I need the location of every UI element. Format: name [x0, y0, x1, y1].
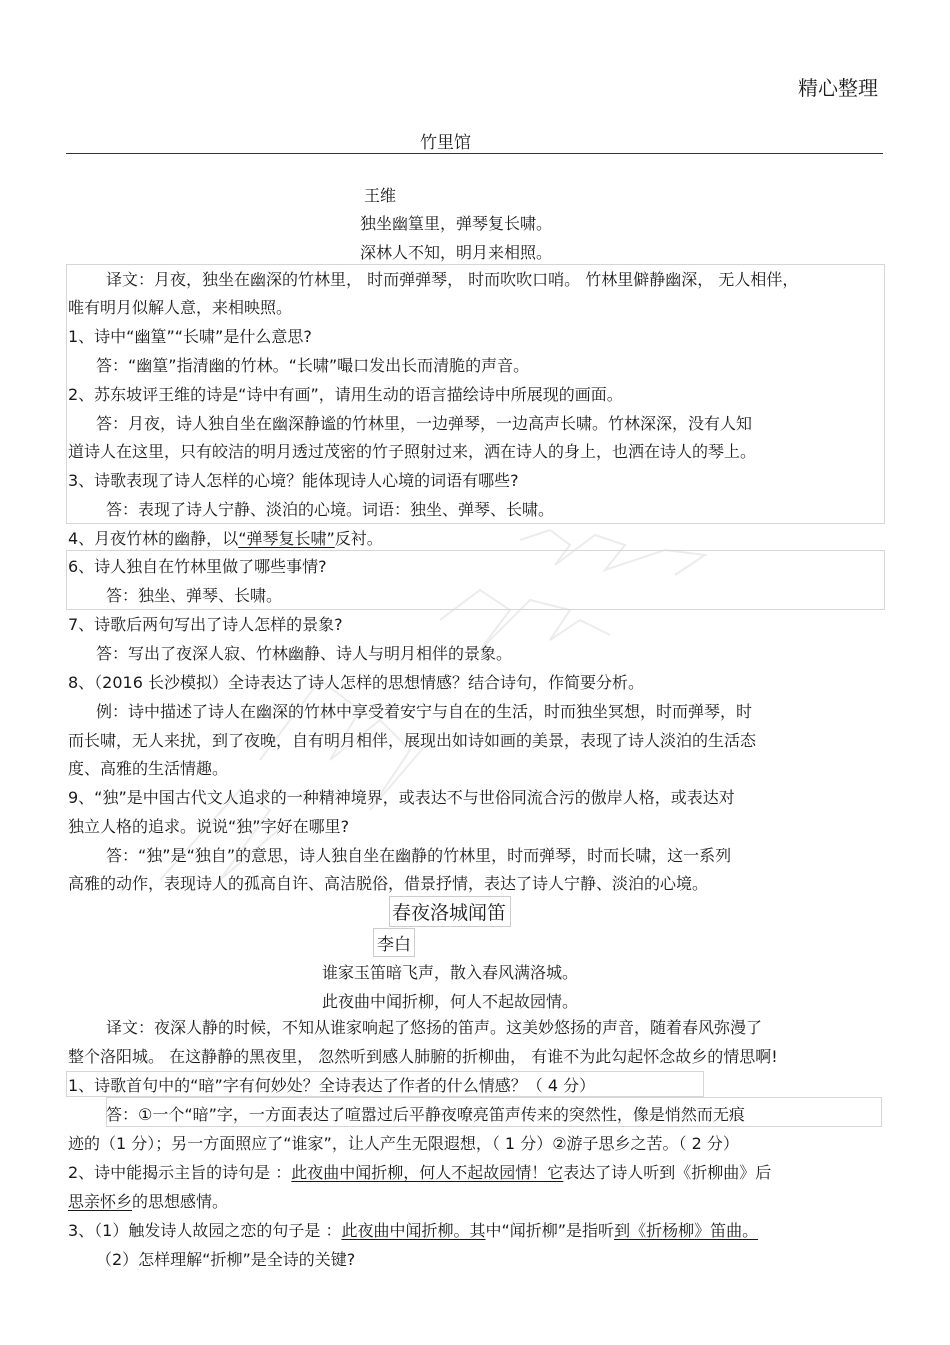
- question-4: [68, 528, 383, 550]
- question-3: 3、诗歌表现了诗人怎样的心境？能体现诗人心境的词语有哪些?: [68, 471, 519, 490]
- poem2-translation-1: 译文：夜深人静的时候，不知从谁家响起了悠扬的笛声。这美妙悠扬的声音，随着春风弥漫了: [106, 1018, 763, 1037]
- poem2-translation-2: 整个洛阳城。 在这静静的黑夜里， 忽然听到感人肺腑的折柳曲， 有谁不为此勾起怀念故乡的情思啊!: [68, 1047, 778, 1066]
- poem2-question-2-underlined-2: 思亲怀乡: [68, 1192, 133, 1211]
- poem2-question-2-prefix: 2、诗中能揭示主旨的诗句是 ：: [68, 1163, 292, 1182]
- poem2-question-2-mid: 表达了诗人听到《折柳曲》后: [563, 1163, 772, 1182]
- poem1-line-1: 独坐幽篁里，弹琴复长啸。: [360, 214, 553, 233]
- poem2-line-2: 此夜曲中闻折柳，何人不起故园情。: [322, 992, 579, 1011]
- question-9-line-1: 9、“独”是中国古代文人追求的一种精神境界，或表达不与世俗同流合污的傲岸人格，或表达对: [68, 788, 735, 807]
- answer-6: 答：独坐、弹琴、长啸。: [106, 586, 283, 605]
- question-6: 6、诗人独自在竹林里做了哪些事情?: [68, 557, 327, 576]
- answer-9-line-2: 高雅的动作，表现诗人的孤高自许、高洁脱俗，借景抒情，表达了诗人宁静、淡泊的心境。: [68, 874, 709, 893]
- question-4-prefix: 4、月夜竹林的幽静，以: [68, 529, 239, 548]
- answer-9-line-1: 答：“独”是“独自”的意思，诗人独自坐在幽静的竹林里，时而弹琴，时而长啸，这一系列: [106, 846, 732, 865]
- poem2-question-2: [68, 1162, 771, 1184]
- poem1-translation-2: 唯有明月似解人意，来相映照。: [68, 298, 293, 317]
- poem2-question-1: 1、诗歌首句中的“暗”字有何妙处？全诗表达了作者的什么情感？（ 4 分）: [68, 1076, 596, 1095]
- poem2-question-3-prefix: 3、（1）触发诗人故园之恋的句子是 ：: [68, 1221, 342, 1240]
- poem2-question-3: [68, 1220, 758, 1242]
- poem2-answer-1-line-1: 答：①一个“暗”字，一方面表达了喧嚣过后平静夜嘹亮笛声传来的突然性，像是悄然而无痕: [106, 1105, 745, 1124]
- answer-8-line-2: 而长啸，无人来扰，到了夜晚，自有明月相伴，展现出如诗如画的美景，表现了诗人淡泊的生活态: [68, 731, 757, 750]
- poem1-author: 王维: [364, 186, 397, 205]
- poem2-question-3-part-2: （2）怎样理解“折柳”是全诗的关键?: [96, 1250, 356, 1269]
- poem2-title: 春夜洛城闻笛: [389, 896, 511, 927]
- answer-8-line-1: 例：诗中描述了诗人在幽深的竹林中享受着安宁与自在的生活，时而独坐冥想，时而弹琴，时: [96, 702, 753, 721]
- poem1-title: 竹里馆: [420, 133, 471, 153]
- poem2-answer-1-line-2: 迹的（1 分）；另一方面照应了“谁家”，让人产生无限遐想，（ 1 分）②游子思乡之苦。（ 2 分）: [68, 1134, 739, 1153]
- answer-7: 答：写出了夜深人寂、竹林幽静、诗人与明月相伴的景象。: [96, 644, 513, 663]
- poem2-question-2-underlined: 此夜曲中闻折柳，何人不起故园情！它: [291, 1163, 564, 1182]
- poem2-question-3-mid: 中“闻折柳”是指听: [485, 1221, 615, 1240]
- poem2-question-2-suffix: 的思想感情。: [132, 1192, 229, 1211]
- answer-2-line-1: 答：月夜，诗人独自坐在幽深静谧的竹林里，一边弹琴，一边高声长啸。竹林深深，没有人知: [96, 414, 753, 433]
- question-8: 8、（2016 长沙模拟）全诗表达了诗人怎样的思想情感？结合诗句，作简要分析。: [68, 673, 644, 692]
- question-7: 7、诗歌后两句写出了诗人怎样的景象?: [68, 615, 343, 634]
- poem2-question-3-underlined-2: 到《折杨柳》笛曲。: [614, 1221, 759, 1240]
- answer-3: 答：表现了诗人宁静、淡泊的心境。词语：独坐、弹琴、长啸。: [106, 500, 555, 519]
- question-4-underlined: “弹琴复长啸”: [238, 529, 335, 548]
- poem1-translation-1: 译文：月夜，独坐在幽深的竹林里， 时而弹弹琴， 时而吹吹口哨。 竹林里僻静幽深， 无人相伴，: [106, 270, 799, 289]
- answer-8-line-3: 度、高雅的生活情趣。: [68, 759, 229, 778]
- poem2-question-2-cont: [68, 1191, 228, 1213]
- poem2-question-3-underlined: 此夜曲中闻折柳。其: [341, 1221, 486, 1240]
- question-2: 2、苏东坡评王维的诗是“诗中有画”，请用生动的语言描绘诗中所展现的画面。: [68, 385, 623, 404]
- answer-1: 答：“幽篁”指清幽的竹林。“长啸”嘬口发出长而清脆的声音。: [96, 356, 530, 375]
- question-4-suffix: 反衬。: [334, 529, 383, 548]
- header-rule: [66, 153, 883, 154]
- header-label: 精心整理: [798, 76, 878, 100]
- question-9-line-2: 独立人格的追求。说说“独”字好在哪里?: [68, 817, 350, 836]
- poem1-line-2: 深林人不知，明月来相照。: [360, 243, 553, 262]
- answer-2-line-2: 道诗人在这里，只有皎洁的明月透过茂密的竹子照射过来，洒在诗人的身上，也洒在诗人的琴上。: [68, 442, 757, 461]
- question-1: 1、诗中“幽篁”“长啸”是什么意思?: [68, 327, 312, 346]
- poem2-author: 李白: [373, 928, 415, 957]
- poem2-line-1: 谁家玉笛暗飞声，散入春风满洛城。: [322, 963, 579, 982]
